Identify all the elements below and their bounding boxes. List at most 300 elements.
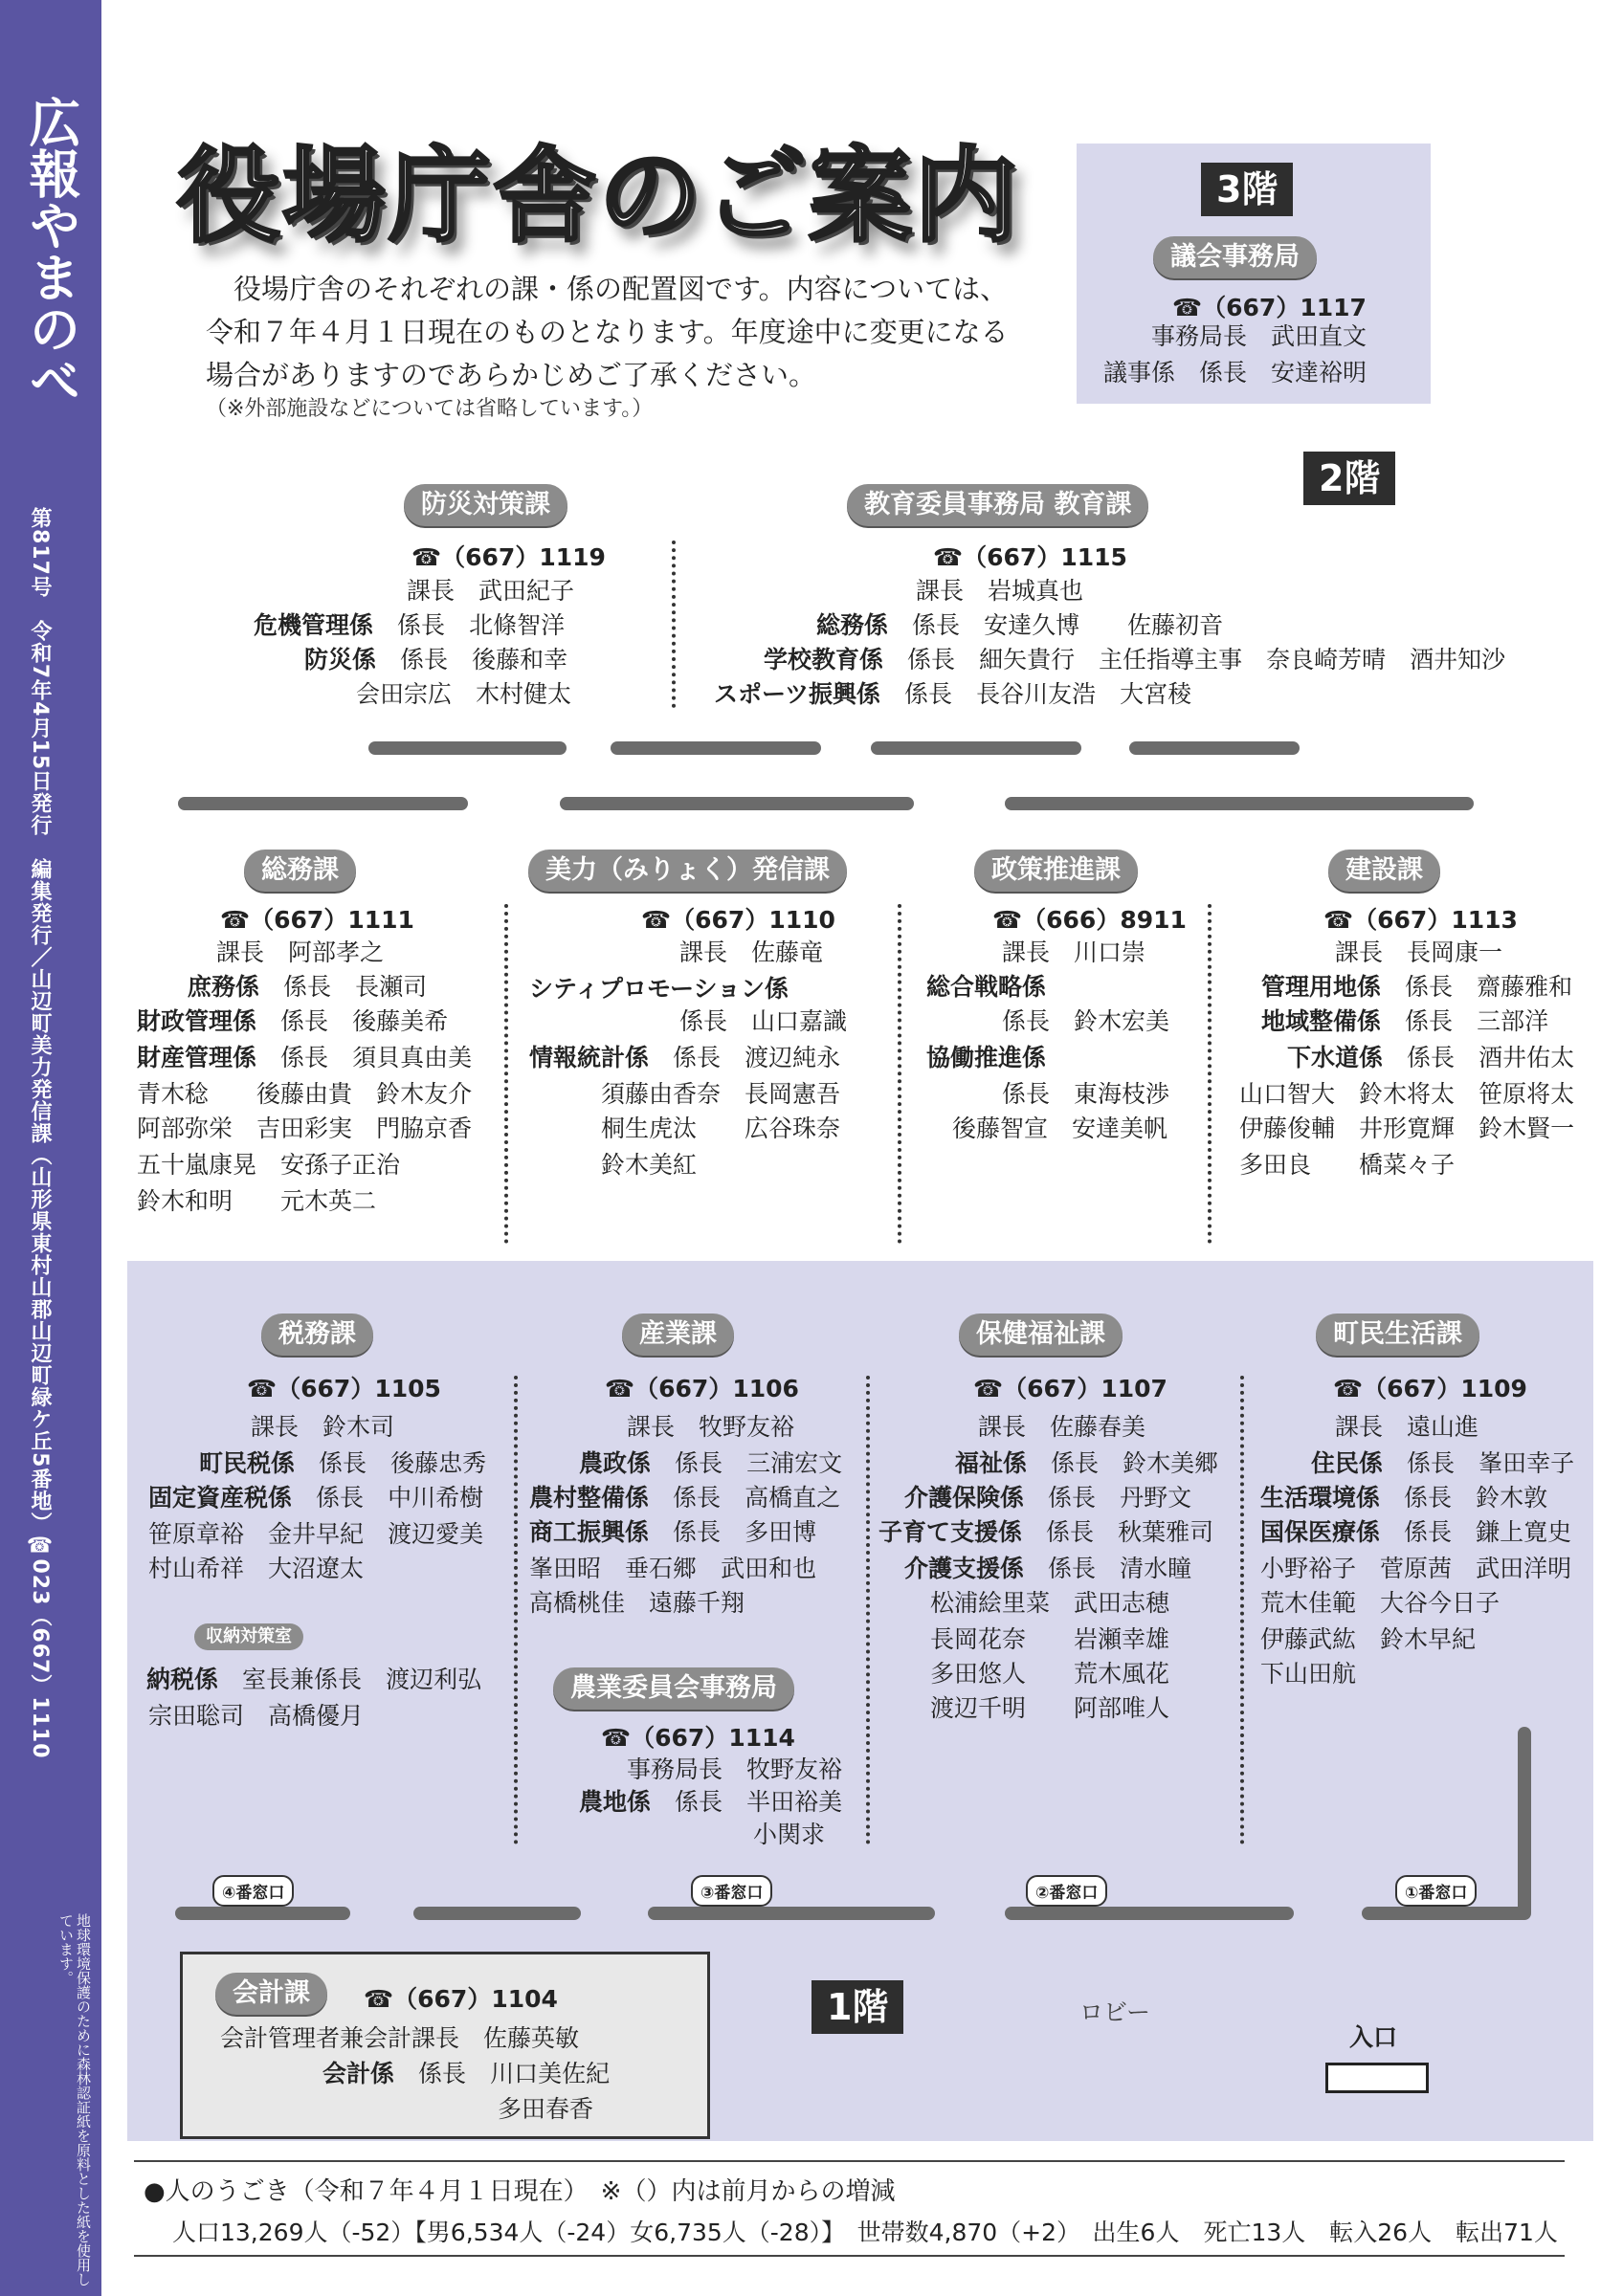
kensetsu-line1 [1335, 936, 1502, 970]
phone-chomin: ☎（667）1109 [1333, 1375, 1527, 1402]
person-name: 垂石郷 [625, 1555, 698, 1582]
person-name: 長谷川友浩 [976, 680, 1097, 708]
person-name: 細矢貴行 [979, 646, 1076, 673]
divider [898, 904, 901, 1244]
phone-seisaku: ☎（666）8911 [992, 906, 1187, 934]
section-name: 財政管理係 [137, 1007, 257, 1035]
dept-bousai: 防災対策課 [404, 484, 567, 526]
title-text: 課長 [1335, 1413, 1384, 1441]
person-name: 大谷今日子 [1380, 1589, 1501, 1617]
person-name: 武田紀子 [478, 577, 575, 605]
title-text: 係長 [1002, 1080, 1051, 1108]
miryoku-line1 [679, 936, 823, 970]
phone-kensetsu: ☎（667）1113 [1323, 906, 1518, 934]
chomin-line2 [1311, 1446, 1574, 1481]
section-name: 地域整備係 [1261, 1007, 1382, 1035]
person-name: 長瀬司 [355, 973, 428, 1001]
kensetsu-line7 [1239, 1148, 1455, 1182]
counter-vertical [1518, 1727, 1531, 1920]
section-name: 国保医療係 [1260, 1518, 1381, 1546]
section-name: 総務係 [816, 611, 889, 639]
section-name: 会計係 [322, 2060, 395, 2087]
title-text: 係長 [675, 1788, 723, 1816]
person-name: 後藤忠秀 [390, 1449, 487, 1477]
person-name: 安孫子正治 [280, 1151, 401, 1179]
kensetsu-line5 [1239, 1077, 1574, 1112]
bousai-line4 [356, 677, 571, 712]
person-name: 菅原茜 [1380, 1555, 1453, 1582]
person-name: 川口崇 [1074, 938, 1146, 966]
title-text: 係長 [283, 973, 332, 1001]
person-name: 三浦宏文 [746, 1449, 843, 1477]
section-name: 生活環境係 [1260, 1484, 1381, 1512]
section-name: 納税係 [146, 1666, 219, 1693]
sangyo-line3 [529, 1481, 840, 1515]
somu-line6 [137, 1112, 472, 1146]
section-name: 福祉係 [955, 1449, 1028, 1477]
person-name: 遠山進 [1407, 1413, 1479, 1441]
kaikei-line1 [220, 2021, 579, 2056]
title-text: 係長 [319, 1449, 367, 1477]
person-name: 丹野文 [1120, 1484, 1192, 1512]
person-name: 後藤智宣 [952, 1115, 1049, 1142]
dept-kyoiku: 教育委員事務局 教育課 [847, 484, 1148, 526]
counter [368, 741, 567, 755]
title-text: 課長 [1335, 938, 1384, 966]
hoken-line5 [904, 1552, 1191, 1586]
somu-line2 [188, 970, 427, 1004]
seisaku-line5 [1002, 1077, 1169, 1112]
person-name: 峯田幸子 [1478, 1449, 1575, 1477]
section-name: 情報統計係 [529, 1044, 650, 1071]
person-name: 鈴木友介 [376, 1080, 473, 1108]
phone-kaikei: ☎（667）1104 [364, 1985, 558, 2013]
person-name: 木村健太 [476, 680, 572, 708]
intro-text: 役場庁舎のそれぞれの課・係の配置図です。内容については、令和７年４月１日現在のものとなります。年度途中に変更になる場合がありますのであらかじめご了承ください。 [206, 273, 1009, 391]
person-name: 金井早紀 [268, 1520, 365, 1548]
sangyo-line2 [579, 1446, 842, 1481]
entrance-label: 入口 [1349, 2023, 1398, 2051]
issue-info: 第817号 令和7年4月15日発行 編集発行／山辺町美力発信課（山形県東村山郡山辺町緑ケ丘5番地）☎023（667）1110 [28, 507, 52, 1759]
counter [175, 1907, 350, 1920]
gikai-line1 [1151, 320, 1367, 354]
kyoiku-line4 [714, 677, 1191, 712]
dept-kensetsu: 建設課 [1328, 850, 1440, 892]
title-text: 係長 [1407, 1044, 1456, 1071]
section-name: 介護支援係 [904, 1555, 1025, 1582]
stats-line: 人口13,269人（-52）【男6,534人（-24）女6,735人（-28）】 世帯数4,870（+2） 出生6人 死亡13人 転入26人 転出71人 [172, 2219, 1558, 2246]
person-name: 鎌上寛史 [1476, 1518, 1572, 1546]
section-name: 町民税係 [199, 1449, 296, 1477]
window-1: ①番窓口 [1395, 1875, 1477, 1907]
person-name: 伊藤俊輔 [1239, 1115, 1336, 1142]
person-name: 鈴木将太 [1359, 1080, 1456, 1108]
counter [611, 741, 821, 755]
page-title: 役場庁舎のご案内 [177, 137, 1020, 256]
person-name: 吉田彩実 [256, 1115, 353, 1142]
hoken-line9 [930, 1691, 1169, 1726]
person-name: 多田博 [745, 1518, 817, 1546]
person-name: 齋藤雅和 [1477, 973, 1573, 1001]
person-name: 秋葉雅司 [1118, 1518, 1214, 1546]
title-text: 係長 [1048, 1555, 1097, 1582]
kaikei-line2 [322, 2057, 610, 2091]
seisaku-line3 [1002, 1004, 1169, 1039]
phone-hoken: ☎（667）1107 [973, 1375, 1167, 1402]
chomin-line5 [1260, 1552, 1571, 1586]
zeimu-sub-line1 [146, 1663, 481, 1697]
title-text: 係長 [673, 1484, 722, 1512]
person-name: 安達裕明 [1271, 359, 1367, 386]
section-name: 農政係 [579, 1449, 652, 1477]
section-name: スポーツ振興係 [714, 680, 881, 708]
dept-zeimu: 税務課 [261, 1314, 373, 1356]
person-name: 鈴木和明 [137, 1187, 233, 1215]
section-name: 子育て支援係 [878, 1518, 1023, 1546]
title-text: 係長 [1405, 973, 1454, 1001]
sangyo-line6 [529, 1586, 745, 1621]
person-name: 渡辺千明 [930, 1694, 1027, 1722]
person-name: 桐生虎汰 [601, 1115, 698, 1142]
section-name: 農村整備係 [529, 1484, 650, 1512]
dept-gikai: 議会事務局 [1153, 236, 1317, 278]
title-text: 主任指導主事 [1099, 646, 1243, 673]
hoken-line3 [904, 1481, 1191, 1515]
title-text: 会計管理者兼会計課長 [220, 2024, 460, 2052]
person-name: 五十嵐康晃 [137, 1151, 257, 1179]
phone-gikai: ☎（667）1117 [1172, 294, 1367, 321]
person-name: 村山希祥 [148, 1555, 245, 1582]
nogyo-line3: 小関求 [753, 1821, 826, 1848]
stats-rule [134, 2160, 1565, 2162]
person-name: 多田悠人 [930, 1660, 1027, 1688]
divider [514, 1376, 518, 1844]
person-name: 岩城真也 [988, 577, 1084, 605]
person-name: 須貝真由美 [352, 1044, 473, 1071]
sangyo-line4 [529, 1515, 816, 1550]
person-name: 安達美帆 [1072, 1115, 1168, 1142]
stats-rule [134, 2255, 1565, 2257]
sangyo-line1 [627, 1410, 794, 1445]
title-text: 係長 [316, 1484, 365, 1512]
floor3-label: 3階 [1201, 163, 1293, 216]
hoken-line4 [878, 1515, 1213, 1550]
title-text: 係長 [280, 1007, 329, 1035]
kyoiku-line1 [916, 574, 1083, 608]
title-text: 課長 [1002, 938, 1051, 966]
title-text: 課長 [407, 577, 456, 605]
section-name: 管理用地係 [1261, 973, 1382, 1001]
person-name: 須藤由香奈 [601, 1080, 722, 1108]
section-name: 危機管理係 [254, 611, 374, 639]
somu-line5 [137, 1077, 472, 1112]
kensetsu-line4 [1287, 1041, 1574, 1075]
person-name: 酒井知沙 [1410, 646, 1506, 673]
chomin-line3 [1260, 1481, 1547, 1515]
person-name: 会田宗広 [356, 680, 453, 708]
chomin-line1 [1335, 1410, 1478, 1445]
person-name: 三部洋 [1477, 1007, 1549, 1035]
floor1-label: 1階 [812, 1980, 903, 2034]
kyoiku-line2 [816, 608, 1223, 643]
dept-kaikei: 会計課 [215, 1973, 327, 2015]
window-4: ④番窓口 [212, 1875, 294, 1907]
dept-nogyo: 農業委員会事務局 [553, 1667, 794, 1710]
person-name: 佐藤春美 [1050, 1413, 1146, 1441]
somu-line8 [137, 1184, 376, 1219]
person-name: 牧野友裕 [699, 1413, 795, 1441]
person-name: 大宮稜 [1120, 680, 1192, 708]
person-name: 井形寛輝 [1359, 1115, 1456, 1142]
hoken-line6 [930, 1586, 1169, 1621]
person-name: 高橋桃佳 [529, 1589, 626, 1617]
person-name: 多田良 [1239, 1151, 1312, 1179]
person-name: 後藤美希 [352, 1007, 449, 1035]
somu-line1 [216, 936, 384, 970]
person-name: 武田志穂 [1074, 1589, 1170, 1617]
person-name: 半田裕美 [746, 1788, 843, 1816]
person-name: 武田洋明 [1476, 1555, 1572, 1582]
section-name: 農地係 [579, 1788, 652, 1816]
counter [871, 741, 1081, 755]
phone-kyoiku: ☎（667）1115 [933, 543, 1127, 571]
section-name: 商工振興係 [529, 1518, 650, 1546]
divider [1240, 1376, 1244, 1844]
hoken-line8 [930, 1657, 1169, 1691]
section-name: 住民係 [1311, 1449, 1384, 1477]
zeimu-line2 [199, 1446, 486, 1481]
person-name: 元木英二 [280, 1187, 377, 1215]
dept-sangyo: 産業課 [622, 1314, 734, 1356]
miryoku-line3 [679, 1004, 847, 1039]
title-text: 係長 [907, 646, 956, 673]
person-name: 遠藤千翔 [649, 1589, 745, 1617]
dept-miryoku: 美力（みりょく）発信課 [528, 850, 847, 892]
person-name: 大沼遼太 [268, 1555, 365, 1582]
title-text: 課長 [251, 1413, 300, 1441]
bousai-line3 [304, 643, 567, 677]
person-name: 川口美佐紀 [490, 2060, 611, 2087]
person-name: 鈴木宏美 [1074, 1007, 1170, 1035]
person-name: 阿部弥栄 [137, 1115, 233, 1142]
nogyo-line1 [627, 1753, 842, 1787]
title-text: 係長 [1002, 1007, 1051, 1035]
dept-hoken: 保健福祉課 [959, 1314, 1123, 1356]
sub-office-shuno: 収納対策室 [194, 1623, 303, 1650]
gikai-line2 [1103, 356, 1367, 390]
miryoku-line5 [601, 1077, 840, 1112]
person-name: 門脇京香 [376, 1115, 473, 1142]
section-name: 介護保険係 [904, 1484, 1025, 1512]
window-3: ③番窓口 [691, 1875, 772, 1907]
section-name: 防災係 [304, 646, 377, 673]
person-name: 高橋直之 [745, 1484, 841, 1512]
zeimu-line4 [148, 1517, 483, 1552]
lobby-label: ロビー [1079, 1998, 1151, 2026]
miryoku-line7: 鈴木美紅 [601, 1151, 698, 1179]
kaikei-line3: 多田春香 [498, 2095, 594, 2123]
person-name: 高橋優月 [268, 1702, 365, 1730]
person-name: 鈴木美郷 [1123, 1449, 1219, 1477]
person-name: 武田直文 [1271, 322, 1367, 350]
phone-bousai: ☎（667）1119 [411, 543, 606, 571]
chomin-line7 [1260, 1623, 1476, 1657]
person-name: 山口智大 [1239, 1080, 1336, 1108]
nogyo-line2 [579, 1785, 842, 1820]
kensetsu-line6 [1239, 1112, 1574, 1146]
divider [504, 904, 508, 1244]
counter [560, 797, 914, 810]
title-text: 係長 [1407, 1449, 1456, 1477]
person-name: 渡辺利弘 [386, 1666, 482, 1693]
window-2: ②番窓口 [1026, 1875, 1107, 1907]
floor2-label: 2階 [1303, 452, 1395, 505]
title-text: 室長兼係長 [242, 1666, 363, 1693]
person-name: 東海枝渉 [1074, 1080, 1170, 1108]
title-text: 課長 [916, 577, 965, 605]
publication-title [0, 96, 101, 406]
chomin-line6 [1260, 1586, 1500, 1621]
title-text: 係長 [1048, 1484, 1097, 1512]
phone-zeimu: ☎（667）1105 [247, 1375, 441, 1402]
publication-title-text: 広報やまのべ [21, 96, 81, 406]
person-name: 中川希樹 [388, 1484, 484, 1512]
person-name: 佐藤初音 [1127, 611, 1224, 639]
hoken-line2 [955, 1446, 1218, 1481]
hoken-line7 [930, 1623, 1169, 1657]
kensetsu-line2 [1261, 970, 1572, 1004]
person-name: 武田和也 [721, 1555, 817, 1582]
section-name: 庶務係 [188, 973, 260, 1001]
miryoku-line4 [529, 1041, 840, 1075]
person-name: 後藤由貴 [256, 1080, 353, 1108]
title-text: 課長 [216, 938, 265, 966]
title-text: 議事係 係長 [1103, 359, 1248, 386]
person-name: 佐藤英敏 [483, 2024, 580, 2052]
counter [648, 1907, 935, 1920]
phone-nogyo: ☎（667）1114 [601, 1724, 795, 1752]
person-name: 荒木佳範 [1260, 1589, 1357, 1617]
person-name: 橋菜々子 [1359, 1151, 1456, 1179]
counter [1005, 1907, 1294, 1920]
seisaku-line6 [952, 1112, 1167, 1146]
title-text: 係長 [912, 611, 961, 639]
section-name: 下水道係 [1287, 1044, 1384, 1071]
person-name: 峯田昭 [529, 1555, 602, 1582]
person-name: 青木稔 [137, 1080, 210, 1108]
person-name: 鈴木敦 [1476, 1484, 1548, 1512]
section-name: 学校教育係 [764, 646, 884, 673]
seisaku-line1 [1002, 936, 1145, 970]
intro-note: （※外部施設などについては省略しています。） [206, 397, 654, 421]
counter [413, 1907, 581, 1920]
seisaku-line2: 総合戦略係 [926, 973, 1047, 1001]
title-text: 係長 [904, 680, 953, 708]
person-name: 奈良崎芳晴 [1266, 646, 1387, 673]
title-text: 係長 [1404, 1518, 1453, 1546]
person-name: 山口嘉識 [751, 1007, 848, 1035]
person-name: 鈴木賢一 [1478, 1115, 1575, 1142]
bousai-line1 [407, 574, 574, 608]
title-text: 係長 [397, 611, 446, 639]
divider [672, 541, 676, 708]
counter [178, 797, 468, 810]
section-name: 財産管理係 [137, 1044, 257, 1071]
title-text: 課長 [679, 938, 728, 966]
zeimu-line5 [148, 1552, 364, 1586]
bousai-line2 [254, 608, 565, 643]
person-name: 笹原将太 [1478, 1080, 1575, 1108]
entrance-door [1325, 2063, 1429, 2093]
person-name: 宗田聡司 [148, 1702, 245, 1730]
person-name: 北條智洋 [469, 611, 566, 639]
zeimu-line1 [251, 1410, 394, 1445]
counter [1005, 797, 1474, 810]
paper-note: 地球環境保護のために森林認証紙を原料とした紙を使用しています。 [57, 1913, 92, 2286]
person-name: 後藤和幸 [472, 646, 568, 673]
miryoku-line2: シティプロモーション係 [529, 975, 789, 1003]
dept-somu: 総務課 [244, 850, 356, 892]
phone-sangyo: ☎（667）1106 [605, 1375, 799, 1402]
title-text: 係長 [1404, 1484, 1453, 1512]
somu-line3 [137, 1004, 448, 1039]
chomin-line4 [1260, 1515, 1571, 1550]
person-name: 岩瀬幸雄 [1074, 1625, 1170, 1653]
title-text: 係長 [1051, 1449, 1100, 1477]
person-name: 長岡憲吾 [745, 1080, 841, 1108]
title-text: 係長 [673, 1044, 722, 1071]
hoken-line1 [978, 1410, 1145, 1445]
person-name: 長岡康一 [1407, 938, 1503, 966]
somu-line4 [137, 1041, 472, 1075]
zeimu-line3 [148, 1481, 483, 1515]
person-name: 渡辺純永 [745, 1044, 841, 1071]
kensetsu-line3 [1261, 1004, 1548, 1039]
person-name: 酒井佑太 [1478, 1044, 1575, 1071]
title-text: 係長 [1405, 1007, 1454, 1035]
somu-line7 [137, 1148, 400, 1182]
person-name: 長岡花奈 [930, 1625, 1027, 1653]
dept-seisaku: 政策推進課 [974, 850, 1138, 892]
person-name: 笹原章裕 [148, 1520, 245, 1548]
person-name: 鈴木司 [322, 1413, 395, 1441]
title-text: 課長 [978, 1413, 1027, 1441]
sangyo-line5 [529, 1552, 816, 1586]
person-name: 広谷珠奈 [745, 1115, 841, 1142]
person-name: 鈴木早紀 [1380, 1625, 1477, 1653]
person-name: 荒木風花 [1074, 1660, 1170, 1688]
title-text: 係長 [418, 2060, 467, 2087]
person-name: 安達久博 [984, 611, 1080, 639]
divider [866, 1376, 870, 1844]
title-text: 係長 [280, 1044, 329, 1071]
title-text: 係長 [1046, 1518, 1095, 1546]
counter [1129, 741, 1300, 755]
zeimu-sub-line2 [148, 1699, 364, 1733]
person-name: 渡辺愛美 [388, 1520, 484, 1548]
seisaku-line4: 協働推進係 [926, 1044, 1047, 1071]
section-name: 固定資産税係 [148, 1484, 293, 1512]
person-name: 阿部唯人 [1074, 1694, 1170, 1722]
title-text: 課長 [627, 1413, 676, 1441]
person-name: 牧野友裕 [746, 1755, 843, 1783]
title-text: 係長 [675, 1449, 723, 1477]
person-name: 松浦絵里菜 [930, 1589, 1051, 1617]
title-text: 事務局長 [627, 1755, 723, 1783]
chomin-line8: 下山田航 [1260, 1660, 1357, 1688]
phone-miryoku: ☎（667）1110 [641, 906, 835, 934]
title-text: 係長 [400, 646, 449, 673]
